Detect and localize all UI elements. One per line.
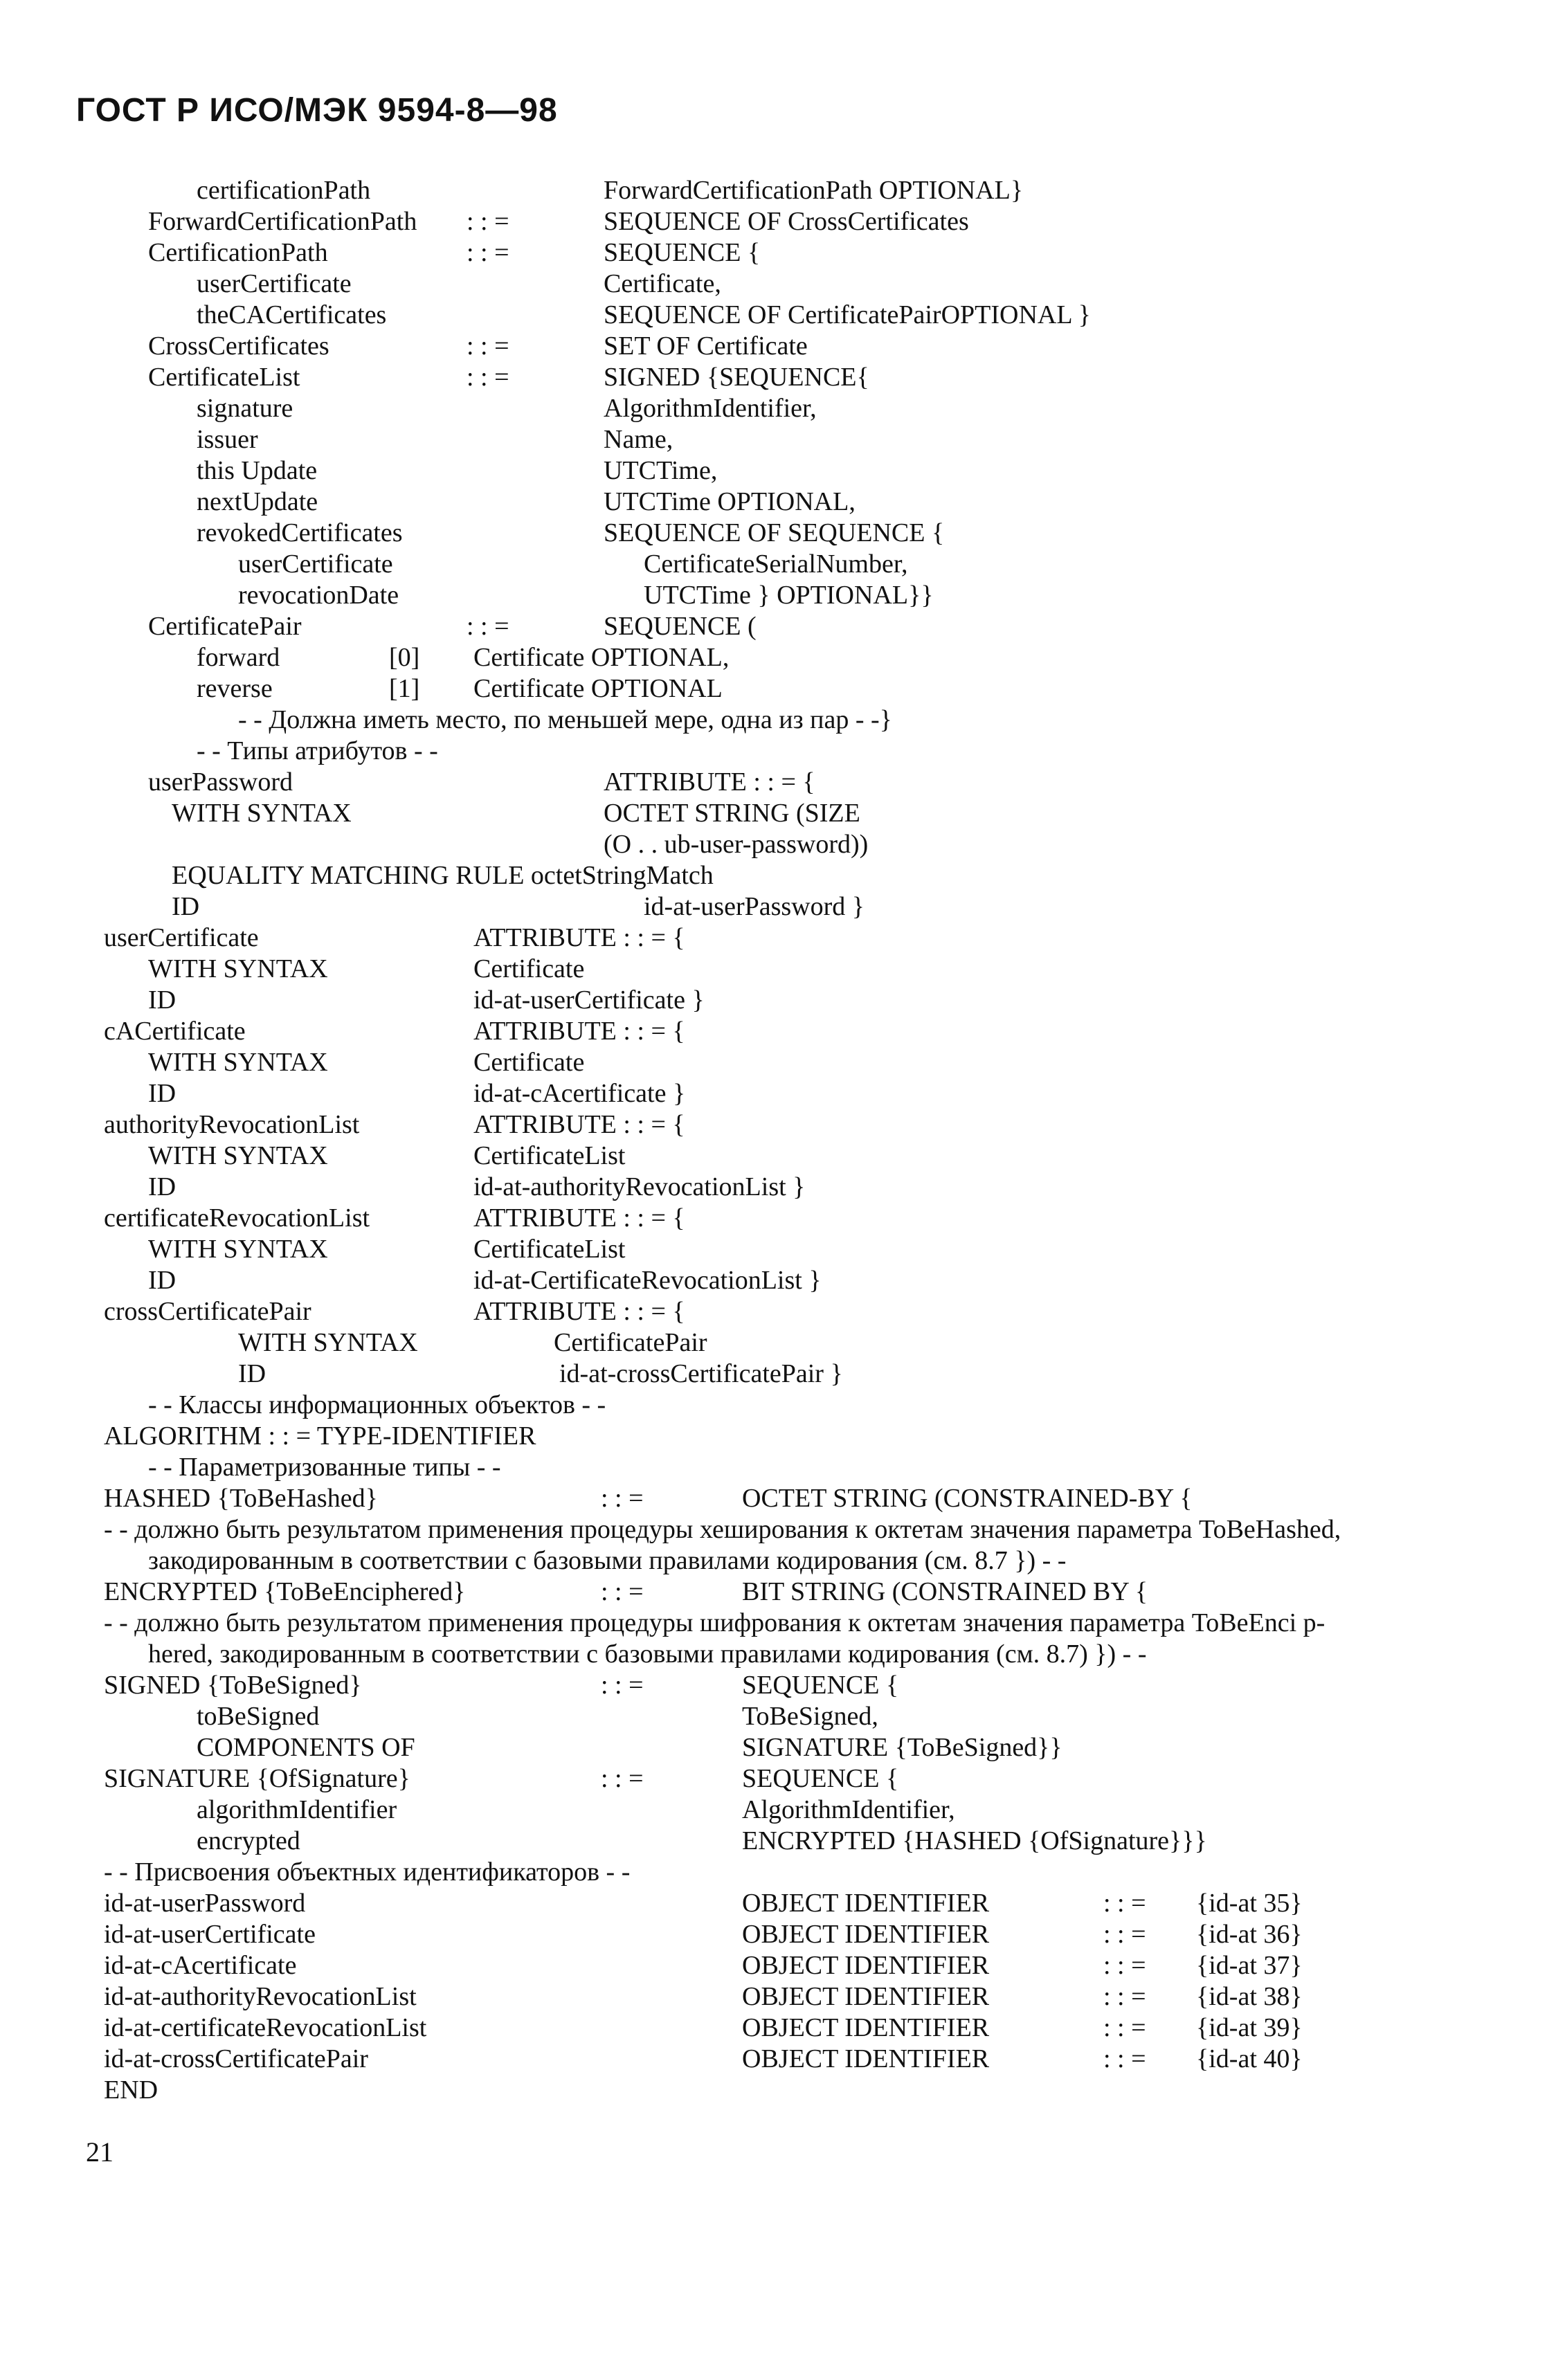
listing-line: SEQUENCE OF CrossCertificates [604, 207, 969, 236]
listing-line: id-at-cAcertificate } [473, 1079, 686, 1108]
listing-line: [0] [389, 643, 420, 672]
listing-line: ToBeSigned, [742, 1702, 878, 1731]
listing-line: ForwardCertificationPath OPTIONAL} [604, 176, 1024, 205]
listing-line: Name, [604, 425, 673, 454]
listing-line: userPassword [148, 767, 293, 797]
listing-line: CrossCertificates [148, 331, 329, 361]
listing-line: Certificate [473, 1048, 585, 1077]
listing-line: : : = [1103, 1889, 1146, 1918]
listing-line: - - должно быть результатом применения процедуры хеширования к октетам значения параметра ToBeHashed, [104, 1515, 1341, 1544]
listing-line: WITH SYNTAX [148, 1235, 328, 1264]
listing-line: id-at-crossCertificatePair } [559, 1359, 843, 1388]
page-number: 21 [86, 2136, 114, 2168]
listing-line: CertificateList [473, 1235, 626, 1264]
listing-line: : : = [601, 1484, 644, 1513]
listing-line: signature [197, 394, 293, 423]
listing-line: CertificationPath [148, 238, 328, 267]
listing-line: ForwardCertificationPath [148, 207, 417, 236]
listing-line: - - Классы информационных объектов - - [148, 1390, 606, 1419]
listing-line: ID [148, 1079, 177, 1108]
listing-line: UTCTime } OPTIONAL}} [644, 581, 934, 610]
listing-line: Certificate [473, 954, 585, 983]
listing-line: {id-at 35} [1196, 1889, 1303, 1918]
listing-line: id-at-userCertificate [104, 1920, 316, 1949]
listing-line: EQUALITY MATCHING RULE octetStringMatch [172, 861, 714, 890]
listing-line: userCertificate [197, 269, 352, 298]
listing-line: revocationDate [238, 581, 399, 610]
listing-line: certificationPath [197, 176, 371, 205]
listing-line: WITH SYNTAX [148, 954, 328, 983]
listing-line: {id-at 38} [1196, 1982, 1303, 2011]
listing-line: CertificateList [148, 363, 300, 392]
listing-line: : : = [1103, 2044, 1146, 2073]
listing-line: BIT STRING (CONSTRAINED BY { [742, 1577, 1148, 1606]
listing-line: revokedCertificates [197, 518, 403, 547]
listing-line: Certificate, [604, 269, 721, 298]
listing-line: forward [197, 643, 280, 672]
listing-line: id-at-authorityRevocationList } [473, 1172, 806, 1201]
listing-line: - - Параметризованные типы - - [148, 1453, 501, 1482]
listing-line: : : = [1103, 2013, 1146, 2042]
listing-line: : : = [1103, 1951, 1146, 1980]
listing-line: AlgorithmIdentifier, [604, 394, 817, 423]
listing-line: AlgorithmIdentifier, [742, 1795, 955, 1824]
listing-line: ID [148, 1172, 177, 1201]
listing-line: SEQUENCE { [742, 1764, 899, 1793]
listing-line: UTCTime, [604, 456, 718, 485]
listing-line: id-at-userPassword [104, 1889, 306, 1918]
listing-line: : : = [467, 612, 509, 641]
listing-line: OBJECT IDENTIFIER [742, 2044, 990, 2073]
listing-line: SEQUENCE OF CertificatePairOPTIONAL } [604, 300, 1091, 329]
listing-line: - - Присвоения объектных идентификаторов - - [104, 1857, 631, 1887]
listing-line: : : = [467, 207, 509, 236]
listing-line: WITH SYNTAX [148, 1141, 328, 1170]
listing-line: ALGORITHM : : = TYPE-IDENTIFIER [104, 1421, 536, 1451]
listing-line: SIGNED {ToBeSigned} [104, 1671, 362, 1700]
listing-line: OBJECT IDENTIFIER [742, 1951, 990, 1980]
listing-line: id-at-userPassword } [644, 892, 865, 921]
listing-line: hered, закодированным в соответствии с базовыми правилами кодирования (см. 8.7) }) - - [148, 1639, 1147, 1669]
listing-line: ATTRIBUTE : : = { [473, 1203, 685, 1233]
listing-line: SEQUENCE { [604, 238, 761, 267]
listing-line: : : = [467, 238, 509, 267]
listing-line: : : = [1103, 1982, 1146, 2011]
listing-line: ID [148, 985, 177, 1015]
listing-line: OBJECT IDENTIFIER [742, 1889, 990, 1918]
listing-line: ATTRIBUTE : : = { [473, 1017, 685, 1046]
listing-line: ATTRIBUTE : : = { [473, 1110, 685, 1139]
listing-line: WITH SYNTAX [148, 1048, 328, 1077]
listing-line: userCertificate [104, 923, 259, 952]
listing-line: id-at-userCertificate } [473, 985, 705, 1015]
listing-line: theCACertificates [197, 300, 387, 329]
listing-line: issuer [197, 425, 258, 454]
listing-line: ATTRIBUTE : : = { [604, 767, 815, 797]
listing-line: : : = [467, 363, 509, 392]
listing-line: encrypted [197, 1826, 300, 1855]
listing-line: this Update [197, 456, 318, 485]
listing-line: ID [172, 892, 200, 921]
listing-line: {id-at 36} [1196, 1920, 1303, 1949]
page-header: ГОСТ Р ИСО/МЭК 9594-8—98 [76, 92, 558, 129]
listing-line: cACertificate [104, 1017, 246, 1046]
listing-line: authorityRevocationList [104, 1110, 360, 1139]
listing-line: - - Типы атрибутов - - [197, 736, 438, 765]
listing-line: crossCertificatePair [104, 1297, 311, 1326]
listing-line: CertificatePair [148, 612, 302, 641]
listing-line: SET OF Certificate [604, 331, 808, 361]
listing-line: toBeSigned [197, 1702, 320, 1731]
listing-line: SIGNATURE {OfSignature} [104, 1764, 410, 1793]
listing-line: [1] [389, 674, 420, 703]
listing-line: HASHED {ToBeHashed} [104, 1484, 378, 1513]
listing-line: CertificateSerialNumber, [644, 549, 908, 579]
listing-line: SIGNATURE {ToBeSigned}} [742, 1733, 1062, 1762]
listing-line: id-at-cAcertificate [104, 1951, 297, 1980]
listing-line: {id-at 40} [1196, 2044, 1303, 2073]
listing-line: OBJECT IDENTIFIER [742, 1982, 990, 2011]
listing-line: OCTET STRING (SIZE [604, 799, 860, 828]
listing-line: WITH SYNTAX [238, 1328, 418, 1357]
listing-line: - - Должна иметь место, по меньшей мере, одна из пар - -} [238, 705, 892, 734]
listing-line: algorithmIdentifier [197, 1795, 397, 1824]
listing-line: : : = [467, 331, 509, 361]
listing-line: (O . . ub-user-password)) [604, 830, 869, 859]
listing-line: ATTRIBUTE : : = { [473, 1297, 685, 1326]
listing-line: Certificate OPTIONAL, [473, 643, 730, 672]
listing-line: id-at-authorityRevocationList [104, 1982, 417, 2011]
listing-line: закодированным в соответствии с базовыми правилами кодирования (см. 8.7 }) - - [148, 1546, 1067, 1575]
listing-line: ENCRYPTED {ToBeEnciphered} [104, 1577, 466, 1606]
listing-line: UTCTime OPTIONAL, [604, 487, 856, 516]
listing-line: Certificate OPTIONAL [473, 674, 723, 703]
listing-line: OBJECT IDENTIFIER [742, 1920, 990, 1949]
listing-line: OBJECT IDENTIFIER [742, 2013, 990, 2042]
listing-line: SEQUENCE OF SEQUENCE { [604, 518, 945, 547]
listing-line: : : = [601, 1577, 644, 1606]
listing-line: CertificatePair [554, 1328, 707, 1357]
listing-line: SEQUENCE { [742, 1671, 899, 1700]
listing-line: ATTRIBUTE : : = { [473, 923, 685, 952]
listing-line: {id-at 39} [1196, 2013, 1303, 2042]
listing-line: : : = [601, 1671, 644, 1700]
listing-line: : : = [601, 1764, 644, 1793]
listing-line: : : = [1103, 1920, 1146, 1949]
listing-line: ID [148, 1266, 177, 1295]
listing-line: WITH SYNTAX [172, 799, 352, 828]
listing-line: reverse [197, 674, 273, 703]
listing-line: ENCRYPTED {HASHED {OfSignature}}} [742, 1826, 1207, 1855]
listing-line: id-at-CertificateRevocationList } [473, 1266, 822, 1295]
listing-line: OCTET STRING (CONSTRAINED-BY { [742, 1484, 1193, 1513]
listing-line: id-at-crossCertificatePair [104, 2044, 368, 2073]
listing-line: id-at-certificateRevocationList [104, 2013, 427, 2042]
listing-line: CertificateList [473, 1141, 626, 1170]
listing-line: - - должно быть результатом применения процедуры шифрования к октетам значения параметра ToBeEnci p- [104, 1608, 1326, 1637]
listing-line: certificateRevocationList [104, 1203, 370, 1233]
listing-line: nextUpdate [197, 487, 318, 516]
listing-line: SEQUENCE ( [604, 612, 757, 641]
listing-line: ID [238, 1359, 266, 1388]
listing-line: {id-at 37} [1196, 1951, 1303, 1980]
listing-line: COMPONENTS OF [197, 1733, 415, 1762]
listing-line: SIGNED {SEQUENCE{ [604, 363, 869, 392]
listing-line: END [104, 2075, 159, 2105]
listing-line: userCertificate [238, 549, 393, 579]
